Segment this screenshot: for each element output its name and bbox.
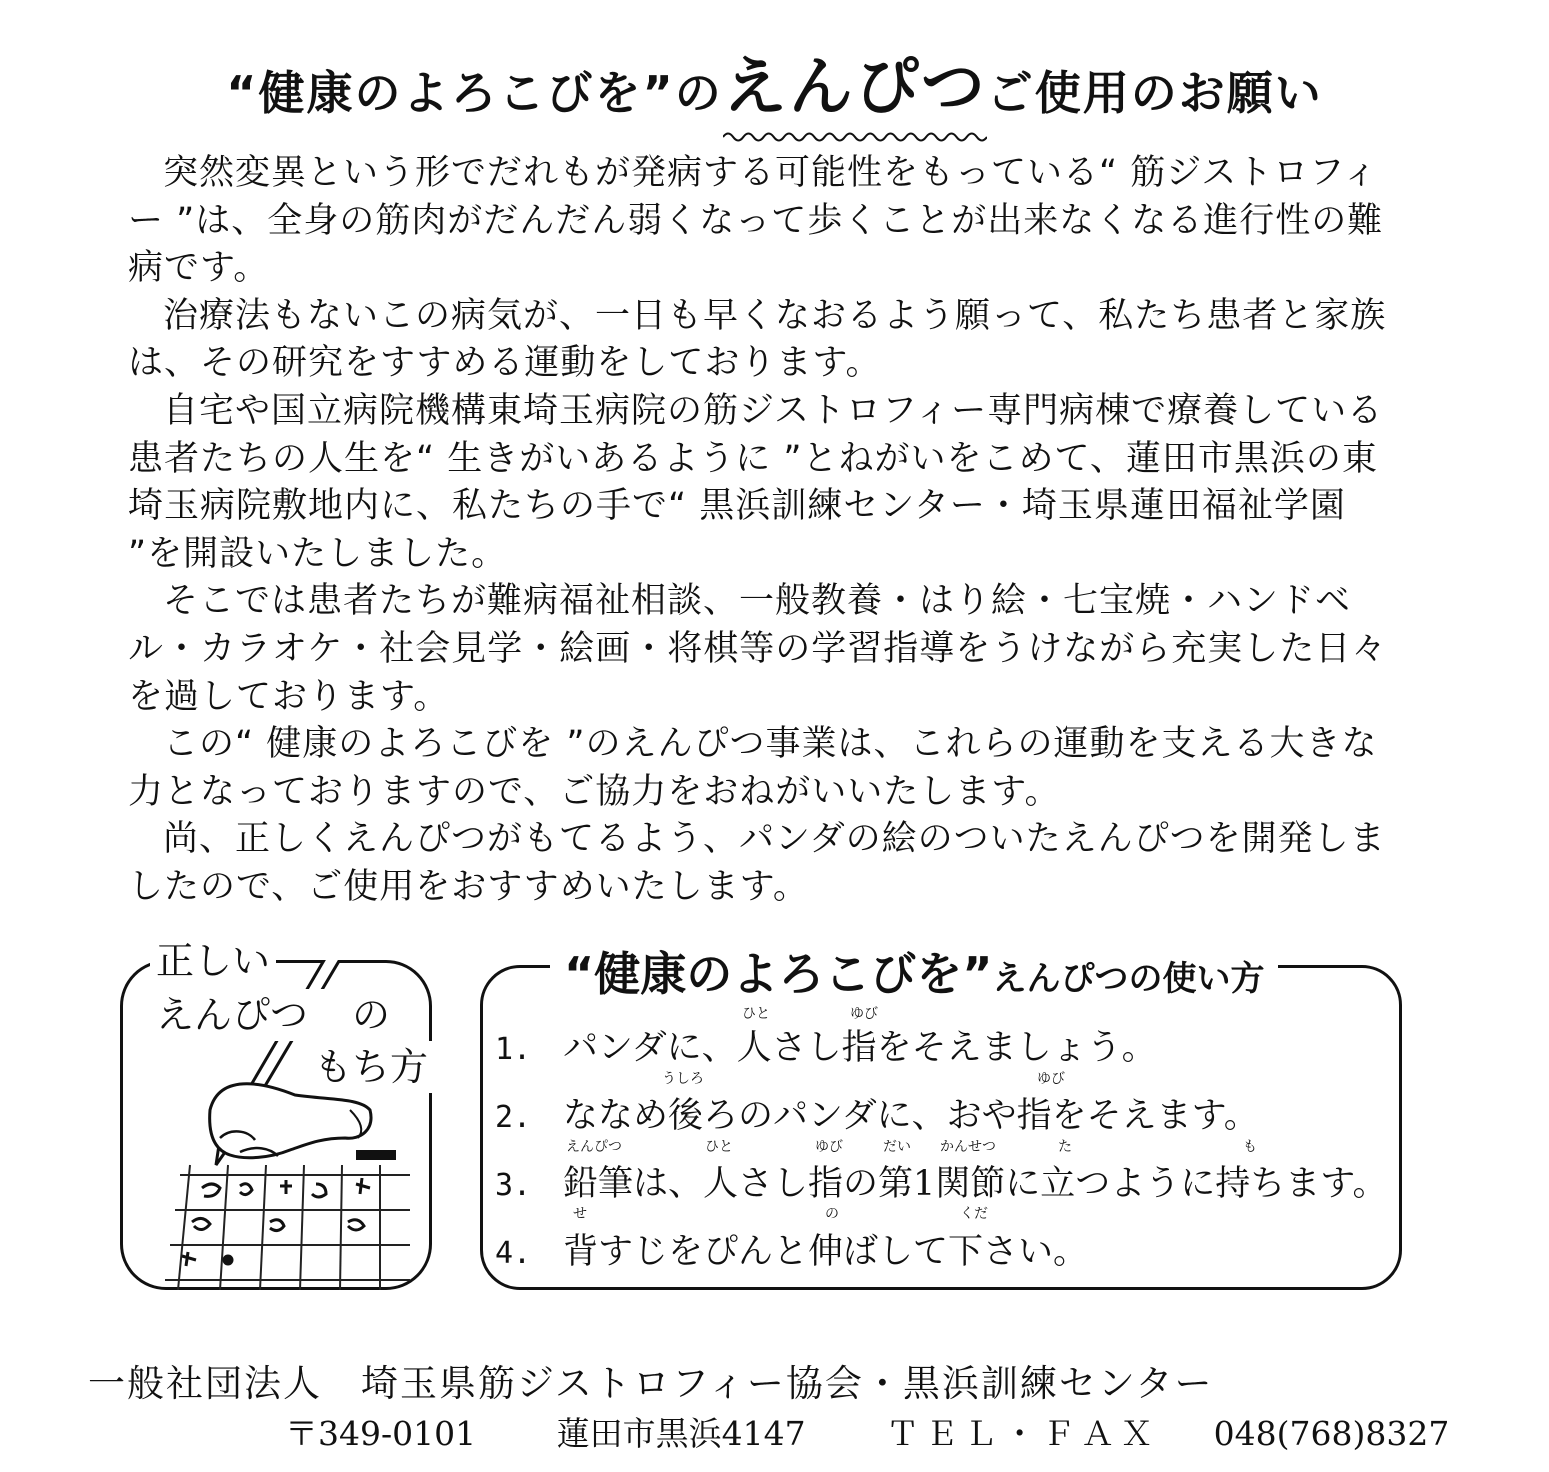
- tel-fax-number: 048(768)8327: [1213, 1414, 1450, 1453]
- ruby-text: も: [1243, 1139, 1257, 1155]
- step-text: 鉛筆は、人さし指の第1関節に立つように持ちます。: [563, 1164, 1388, 1204]
- ruby-text: た: [1058, 1139, 1072, 1155]
- wavy-underline: [723, 130, 987, 144]
- paragraph: そこでは患者たちが難病福祉相談、一般教養・はり絵・七宝焼・ハンドベル・カラオケ・社会見学・絵画・将棋等の学習指導をうけながら充実した日々を過しております。: [128, 581, 1388, 717]
- ruby-text: かんせつ: [940, 1139, 996, 1155]
- step-text: ななめ後ろのパンダに、おや指をそえます。: [563, 1096, 1259, 1136]
- ruby-text: ひと: [705, 1139, 733, 1155]
- address: 蓮田市黒浜4147: [556, 1414, 806, 1453]
- body-text: [128, 150, 1388, 912]
- step-number: 3.: [495, 1168, 532, 1203]
- contact-info: [285, 1408, 1449, 1455]
- paragraph: この“ 健康のよろこびを ”のえんぴつ事業は、これらの運動を支える大きな力となっておりますので、ご協力をおねがいいたします。: [128, 724, 1378, 812]
- title-suffix: ご使用のお願い: [986, 66, 1323, 120]
- grip-title-line3: もち方: [308, 1041, 434, 1093]
- ruby-text: ゆび: [815, 1139, 843, 1155]
- paragraph: 突然変異という形でだれもが発病する可能性をもっている“ 筋ジストロフィー ”は、全身の筋肉がだんだん弱くなって歩くことが出来なくなる進行性の難病です。: [128, 153, 1384, 289]
- list-item: [495, 1151, 1387, 1219]
- ruby-text: だい: [883, 1139, 911, 1155]
- postal-code: 〒349-0101: [285, 1414, 477, 1453]
- step-number: 2.: [495, 1100, 532, 1135]
- ruby-text: せ: [573, 1206, 587, 1222]
- step-text: パンダに、人さし指をそえましょう。: [563, 1028, 1157, 1068]
- tel-fax-label: ＴＥＬ・ＦＡＸ: [886, 1414, 1160, 1453]
- usage-steps: [495, 1015, 1387, 1287]
- grip-title-line1: 正しい: [150, 935, 276, 987]
- title-prefix: “健康のよろこびを”の: [226, 66, 723, 120]
- grip-title-line2: [150, 989, 396, 1041]
- ruby-text: ゆび: [1037, 1071, 1065, 1087]
- list-item: [495, 1219, 1387, 1287]
- step-number: 1.: [495, 1032, 532, 1067]
- ruby-text: ひと: [742, 1006, 770, 1022]
- usage-title-main: “健康のよろこびを”: [564, 947, 993, 1001]
- ruby-text: の: [825, 1206, 839, 1222]
- list-item: [495, 1083, 1387, 1151]
- title-emphasis-text: えんぴつ: [722, 51, 987, 125]
- page-title: [0, 36, 1549, 128]
- ruby-text: くだ: [960, 1206, 988, 1222]
- paragraph: 治療法もないこの病気が、一日も早くなおるよう願って、私たち患者と家族は、その研究をすすめる運動をしております。: [128, 295, 1387, 384]
- ruby-text: えんぴつ: [566, 1139, 622, 1155]
- grip-title-line2-text: えんぴつ: [156, 993, 309, 1037]
- grip-title: [150, 935, 434, 1093]
- ruby-text: ゆび: [850, 1006, 878, 1022]
- usage-title: [550, 938, 1278, 1004]
- title-emphasis: [723, 36, 987, 128]
- paragraph: 尚、正しくえんぴつがもてるよう、パンダの絵のついたえんぴつを開発しましたので、ご使用をおすすめいたします。: [128, 819, 1386, 907]
- list-item: [495, 1015, 1387, 1083]
- step-number: 4.: [495, 1236, 532, 1271]
- step-text: 背すじをぴんと伸ばして下さい。: [563, 1232, 1089, 1272]
- paragraph: 自宅や国立病院機構東埼玉病院の筋ジストロフィー専門病棟で療養している患者たちの人生を“ 生きがいあるように ”とねがいをこめて、蓮田市黒浜の東埼玉病院敷地内に、私たちの手で“ 黒浜訓練センター・埼玉県蓮田福祉学園 ”を開設いたしました。: [128, 390, 1384, 574]
- usage-title-sub: えんぴつの使い方: [992, 959, 1265, 999]
- organization-name: 一般社団法人 埼玉県筋ジストロフィー協会・黒浜訓練センター: [88, 1362, 1214, 1405]
- ruby-text: うしろ: [662, 1071, 704, 1087]
- grip-title-line2-particle: の: [352, 993, 391, 1037]
